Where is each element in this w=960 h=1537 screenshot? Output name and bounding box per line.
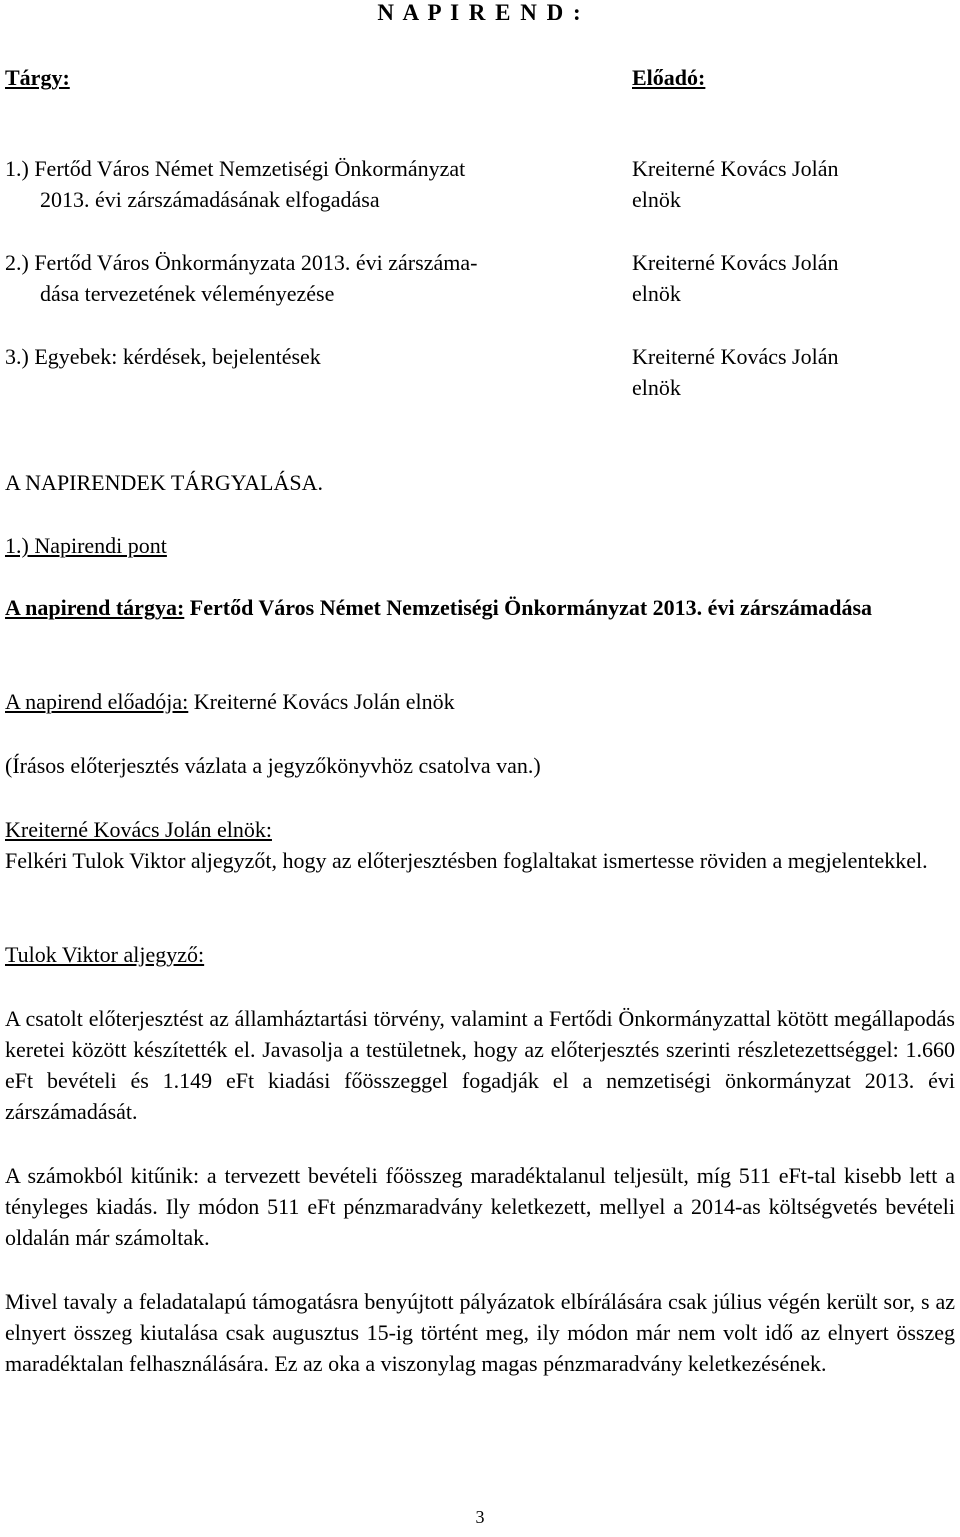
attachment-note: (Írásos előterjesztés vázlata a jegyzőkönyvhöz csatolva van.) (5, 753, 541, 778)
agenda-item-2-presenter: Kreiterné Kovács Jolán (632, 250, 839, 275)
agenda-item-3-role: elnök (632, 375, 681, 400)
agenda-item-1-line2: 2013. évi zárszámadásának elfogadása (40, 187, 380, 212)
agenda-item-3-line1: 3.) Egyebek: kérdések, bejelentések (5, 344, 321, 369)
agenda-heading: N A P I R E N D : (377, 0, 583, 25)
section-title: A NAPIRENDEK TÁRGYALÁSA. (5, 470, 324, 495)
point-title: 1.) Napirendi pont (5, 533, 167, 558)
speaker-1-text: Felkéri Tulok Viktor aljegyzőt, hogy az előterjesztésben foglaltakat ismertesse röviden a megjelentekkel. (5, 848, 928, 873)
topic-text: Fertőd Város Német Nemzetiségi Önkormányzat 2013. évi zárszámadása (189, 595, 873, 620)
agenda-item-3-presenter: Kreiterné Kovács Jolán (632, 344, 839, 369)
agenda-item-1-line1: 1.) Fertőd Város Német Nemzetiségi Önkormányzat (5, 156, 466, 181)
speaker-2-name: Tulok Viktor aljegyző: (5, 942, 205, 967)
presenter-label: Előadó: (632, 65, 706, 90)
page-number: 3 (475, 1507, 485, 1527)
topic-block (5, 592, 955, 623)
presenter-line-text: Kreiterné Kovács Jolán elnök (193, 689, 455, 714)
agenda-item-2-role: elnök (632, 281, 681, 306)
presenter-line (5, 686, 955, 717)
agenda-item-2-line2: dása tervezetének véleményezése (40, 281, 335, 306)
paragraph-3: Mivel tavaly a feladatalapú támogatásra benyújtott pályázatok elbírálására csak július végén került sor, s az elnyert összeg kiutalása csak augusztus 15-ig történt meg, ily módon már nem volt idő az elnyert összeg maradéktalan felhasználására. Ez az oka a viszonylag magas pénzmaradvány keletkezésének. (5, 1289, 955, 1376)
paragraph-2: A számokból kitűnik: a tervezett bevételi főösszeg maradéktalanul teljesült, míg 511 eFt-tal kisebb lett a tényleges kiadás. Ily módon 511 eFt pénzmaradvány keletkezett, mellyel a 2014-as költségvetés bevételi oldalán már számoltak. (5, 1163, 955, 1250)
agenda-item-1-presenter: Kreiterné Kovács Jolán (632, 156, 839, 181)
presenter-line-label: A napirend előadója: (5, 689, 189, 714)
speaker-1-name: Kreiterné Kovács Jolán elnök: (5, 817, 272, 842)
agenda-item-1-role: elnök (632, 187, 681, 212)
paragraph-1: A csatolt előterjesztést az államháztartási törvény, valamint a Fertődi Önkormányzattal kötött megállapodás keretei között készítették el. Javasolja a testületnek, hogy az előterjesztés szerinti részletezettséggel: 1.660 eFt bevételi és 1.149 eFt kiadási főösszeggel fogadják el a nemzetiségi önkormányzat 2013. évi zárszámadását. (5, 1006, 955, 1124)
subject-label: Tárgy: (5, 65, 70, 90)
agenda-item-2-line1: 2.) Fertőd Város Önkormányzata 2013. évi zárszáma- (5, 250, 478, 275)
topic-label: A napirend tárgya: (5, 595, 185, 620)
